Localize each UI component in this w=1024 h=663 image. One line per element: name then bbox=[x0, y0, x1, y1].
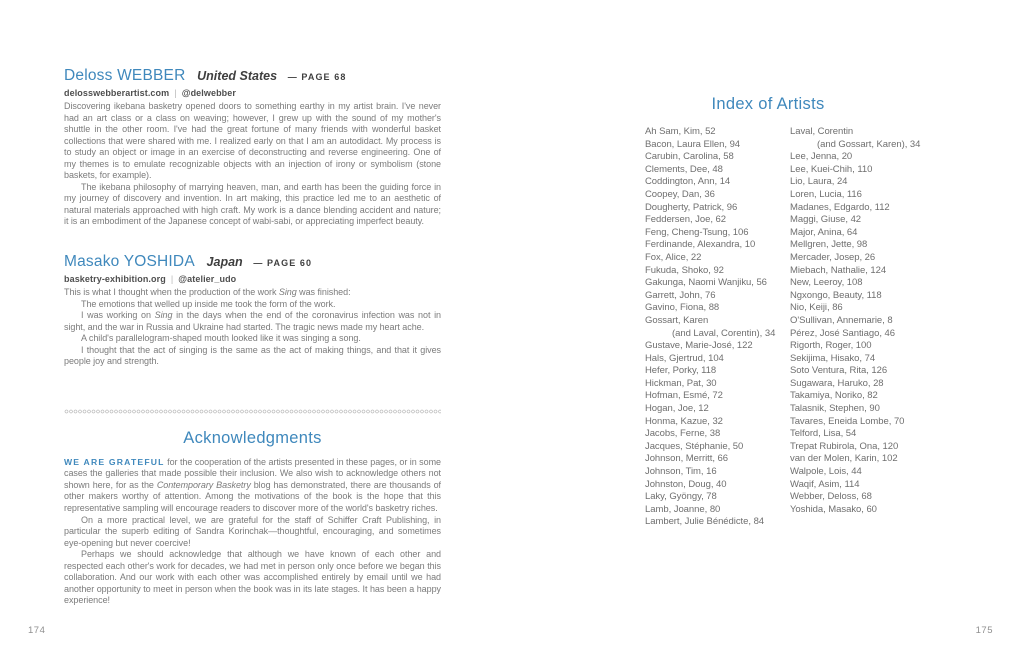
index-entry-name: Feng, Cheng-Tsung bbox=[645, 226, 728, 238]
index-entry bbox=[645, 466, 790, 479]
index-entry-name: Gossart, Karen bbox=[645, 314, 709, 326]
index-entry bbox=[790, 416, 975, 429]
index-entry-page: , 68 bbox=[856, 491, 872, 502]
artist-contact-line bbox=[64, 88, 441, 98]
index-entry-name: Johnston, Doug bbox=[645, 478, 711, 490]
index-entry bbox=[790, 428, 975, 441]
index-entry-page: , 44 bbox=[846, 466, 862, 477]
index-entry bbox=[645, 353, 790, 366]
index-entry-name: Hefer, Porky bbox=[645, 365, 696, 377]
index-entry-page: , 62 bbox=[710, 214, 726, 225]
index-entry-name: (and Gossart, Karen) bbox=[817, 138, 905, 150]
index-entry bbox=[790, 202, 975, 215]
index-entry-page: , 122 bbox=[732, 340, 753, 351]
index-entry bbox=[790, 340, 975, 353]
index-entry-page: , 22 bbox=[686, 252, 702, 263]
index-entry-name: Laky, Gyöngy bbox=[645, 491, 702, 503]
index-entry bbox=[645, 164, 790, 177]
index-entry-page: , 102 bbox=[877, 453, 898, 464]
index-entry bbox=[790, 252, 975, 265]
index-entry bbox=[645, 453, 790, 466]
index-entry bbox=[790, 265, 975, 278]
bio-heading bbox=[64, 64, 441, 86]
bio-paragraph: The emotions that welled up inside me took the form of the work. bbox=[81, 298, 336, 309]
index-entry-page: , 70 bbox=[889, 416, 905, 427]
index-entry bbox=[790, 277, 975, 290]
index-entry-page: , 28 bbox=[868, 378, 884, 389]
index-entry-page: , 98 bbox=[852, 239, 868, 250]
index-entry-name: Garrett, John bbox=[645, 289, 700, 301]
index-entry-page: , 40 bbox=[711, 479, 727, 490]
artist-contact-line bbox=[64, 274, 441, 284]
index-entry bbox=[790, 126, 975, 139]
index-entry-name: Carubin, Carolina bbox=[645, 151, 719, 163]
index-entry bbox=[645, 151, 790, 164]
index-of-artists bbox=[645, 126, 975, 529]
index-entry-page: , 124 bbox=[865, 265, 886, 276]
index-entry-name: New, Leeroy bbox=[790, 277, 842, 289]
artist-name: Masako YOSHIDA bbox=[64, 253, 195, 271]
index-entry-name: Fukuda, Shoko bbox=[645, 264, 709, 276]
index-entry-page: , 90 bbox=[864, 403, 880, 414]
index-entry bbox=[790, 441, 975, 454]
index-entry bbox=[645, 252, 790, 265]
index-entry-name: Lio, Laura bbox=[790, 176, 832, 188]
index-column-1 bbox=[645, 126, 790, 529]
index-entry-page: , 118 bbox=[696, 365, 716, 376]
index-entry bbox=[645, 340, 790, 353]
index-entry bbox=[645, 126, 790, 139]
artist-name: Deloss WEBBER bbox=[64, 67, 186, 84]
index-entry bbox=[790, 164, 975, 177]
index-entry bbox=[645, 176, 790, 189]
bio-text bbox=[64, 287, 441, 368]
acknowledgments-text bbox=[64, 457, 441, 607]
index-entry bbox=[790, 151, 975, 164]
index-entry bbox=[645, 390, 790, 403]
index-entry-page: , 88 bbox=[704, 302, 720, 313]
artist-bio-yoshida bbox=[64, 250, 441, 368]
artist-page-ref: — PAGE 68 bbox=[287, 72, 347, 82]
index-entry-name: Ferdinande, Alexandra bbox=[645, 239, 740, 251]
index-entry-name: Waqif, Asim bbox=[790, 478, 840, 490]
index-entry-page: , 100 bbox=[851, 340, 872, 351]
index-entry bbox=[645, 378, 790, 391]
index-title: Index of Artists bbox=[711, 95, 825, 113]
artist-country: United States bbox=[197, 69, 278, 83]
index-entry-page: , 16 bbox=[701, 466, 717, 477]
acknowledgments-paragraph: WE ARE GRATEFUL for the cooperation of the artists presented in these pages, or in some cases the galleries that made possible their inclusion. We also wish to acknowledge others not shown here, for as the Contemporary Basketry blog has demonstrated, there are thousands of other makers worthy of attention. Among the motivations of the book is the hope that this representative sampling will encourage readers to discover more of the world's basketry riches. bbox=[64, 456, 441, 514]
index-column-2 bbox=[790, 126, 975, 529]
index-entry bbox=[645, 328, 790, 341]
index-entry bbox=[790, 290, 975, 303]
index-entry bbox=[645, 139, 790, 152]
index-entry-name: Hals, Gjertrud bbox=[645, 352, 703, 364]
separator: | bbox=[170, 274, 174, 285]
index-entry bbox=[645, 479, 790, 492]
index-entry bbox=[790, 378, 975, 391]
index-entry bbox=[645, 365, 790, 378]
index-entry-page: , 78 bbox=[701, 491, 717, 502]
index-entry-page: , 120 bbox=[877, 441, 898, 452]
index-entry-name: Loren, Lucia bbox=[790, 188, 842, 200]
index-entry-name: Pérez, José Santiago bbox=[790, 327, 880, 339]
index-entry-page: , 12 bbox=[693, 403, 709, 414]
index-entry-name: Gakunga, Naomi Wanjiku bbox=[645, 277, 752, 289]
index-entry bbox=[790, 328, 975, 341]
index-entry-page: , 34 bbox=[760, 328, 776, 339]
artist-website: delosswebberartist.com bbox=[64, 88, 170, 98]
artist-social-handle: @atelier_udo bbox=[178, 274, 237, 285]
index-entry-page: , 118 bbox=[861, 290, 881, 301]
index-entry-page: , 126 bbox=[866, 365, 887, 376]
index-entry-page: , 48 bbox=[707, 164, 723, 175]
index-entry-page: , 8 bbox=[882, 315, 892, 326]
bio-paragraph: I thought that the act of singing is the same as the act of making things, and that it gives people joy and strength. bbox=[64, 344, 441, 367]
index-entry-name: Laval, Corentin bbox=[790, 126, 854, 137]
index-entry-name: Hofman, Esmé bbox=[645, 390, 708, 402]
left-page bbox=[64, 64, 441, 607]
index-entry-name: Lamb, Joanne bbox=[645, 503, 705, 515]
artist-country: Japan bbox=[206, 255, 243, 270]
index-entry-page: , 42 bbox=[845, 214, 861, 225]
index-entry bbox=[790, 302, 975, 315]
index-entry-page: , 72 bbox=[707, 390, 723, 401]
index-entry-page: , 64 bbox=[842, 227, 858, 238]
index-entry bbox=[645, 227, 790, 240]
index-entry bbox=[645, 315, 790, 328]
index-entry bbox=[790, 315, 975, 328]
index-entry-name: Ah Sam, Kim bbox=[645, 126, 700, 137]
index-entry-page: , 56 bbox=[751, 277, 767, 288]
index-entry-page: , 110 bbox=[852, 164, 872, 175]
section-divider bbox=[64, 409, 441, 414]
index-entry bbox=[790, 403, 975, 416]
index-entry-page: , 76 bbox=[700, 290, 716, 301]
index-entry-name: Fox, Alice bbox=[645, 251, 686, 263]
bio-paragraph: This is what I thought when the production of the work Sing was finished: bbox=[64, 287, 351, 298]
index-entry-name: Hickman, Pat bbox=[645, 377, 701, 389]
index-entry-page: , 60 bbox=[861, 504, 877, 515]
index-entry bbox=[645, 403, 790, 416]
bio-paragraph: I was working on Sing in the days when the end of the coronavirus infection was not in sight, and the war in Russia and Ukraine had started. The tragic news made my heart ache. bbox=[64, 310, 441, 332]
index-entry-name: Telford, Lisa bbox=[790, 428, 841, 440]
index-entry bbox=[645, 516, 790, 529]
index-entry-name: Maggi, Giuse bbox=[790, 214, 846, 226]
index-entry bbox=[645, 277, 790, 290]
index-entry-name: Feddersen, Joe bbox=[645, 214, 711, 226]
index-entry bbox=[645, 428, 790, 441]
index-entry-page: , 58 bbox=[718, 151, 734, 162]
index-entry-page: , 106 bbox=[728, 227, 749, 238]
bio-paragraph: Discovering ikebana basketry opened doors to something earthy in my artist brain. I've never had an art class or a class on weaving; however, I grew up with the sound of my mother's shuttle in the other room. I've had the great fortune of many friends with wonderful basket collections that were shared with me. I realized early on that I am an autodidact. My process is to study an object or image in an exercise of deconstructing and reverse engineering. One of my themes is to emulate recognizable objects with an injection of irony or symbolism (stone baskets, for example). bbox=[64, 101, 441, 181]
index-entry-name: Takamiya, Noriko bbox=[790, 390, 863, 402]
index-entry-page: , 112 bbox=[869, 202, 889, 213]
index-entry-page: , 10 bbox=[740, 239, 756, 250]
index-entry-page: , 74 bbox=[859, 353, 875, 364]
index-entry-name: Sugawara, Haruko bbox=[790, 377, 868, 389]
index-entry-page: , 14 bbox=[715, 176, 731, 187]
index-entry-name: Lee, Jenna bbox=[790, 151, 837, 163]
index-entry-name: Coddington, Ann bbox=[645, 176, 715, 188]
index-entry-page: , 36 bbox=[699, 189, 715, 200]
index-entry-page: , 30 bbox=[701, 378, 717, 389]
index-entry-page: , 116 bbox=[842, 189, 862, 200]
index-entry-name: Johnson, Tim bbox=[645, 466, 701, 478]
index-entry bbox=[790, 239, 975, 252]
index-entry bbox=[645, 416, 790, 429]
separator: | bbox=[174, 88, 177, 98]
index-entry-name: Ngxongo, Beauty bbox=[790, 289, 862, 301]
artist-website: basketry-exhibition.org bbox=[64, 274, 166, 285]
index-entry-page: , 114 bbox=[839, 479, 859, 490]
index-entry-name: Clements, Dee bbox=[645, 163, 708, 175]
index-entry bbox=[790, 176, 975, 189]
index-entry-page: , 82 bbox=[862, 390, 878, 401]
index-entry bbox=[790, 353, 975, 366]
acknowledgments-title: Acknowledgments bbox=[183, 428, 322, 447]
index-entry bbox=[790, 453, 975, 466]
index-entry-name: Tavares, Eneida Lombe bbox=[790, 415, 889, 427]
index-entry-page: , 32 bbox=[707, 416, 723, 427]
index-entry bbox=[645, 239, 790, 252]
index-entry-name: Lambert, Julie Bénédicte bbox=[645, 516, 749, 528]
index-entry bbox=[790, 479, 975, 492]
index-entry-page: , 46 bbox=[879, 328, 895, 339]
index-entry bbox=[790, 189, 975, 202]
index-entry-name: Soto Ventura, Rita bbox=[790, 365, 867, 377]
index-entry-page: , 94 bbox=[724, 139, 740, 150]
index-entry-page: , 108 bbox=[842, 277, 863, 288]
artist-bio-webber bbox=[64, 64, 441, 228]
index-entry-page: , 96 bbox=[722, 202, 738, 213]
index-entry-page: , 26 bbox=[859, 252, 875, 263]
index-entry-page: , 80 bbox=[705, 504, 721, 515]
index-entry bbox=[645, 265, 790, 278]
index-entry-name: O'Sullivan, Annemarie bbox=[790, 314, 883, 326]
index-entry-name: Nio, Keiji bbox=[790, 302, 827, 314]
index-entry-name: Talasnik, Stephen bbox=[790, 403, 865, 415]
index-entry-name: Madanes, Edgardo bbox=[790, 201, 870, 213]
index-entry-name: Honma, Kazue bbox=[645, 415, 708, 427]
index-entry-name: Coopey, Dan bbox=[645, 188, 700, 200]
bio-text bbox=[64, 101, 441, 228]
index-entry-name: van der Molen, Karin bbox=[790, 453, 877, 465]
index-entry bbox=[790, 491, 975, 504]
artist-social-handle: @delwebber bbox=[181, 88, 236, 98]
index-entry-name: Sekijima, Hisako bbox=[790, 352, 860, 364]
index-entry-page: , 38 bbox=[705, 428, 721, 439]
index-entry bbox=[645, 214, 790, 227]
index-entry-page: , 20 bbox=[837, 151, 853, 162]
index-entry-page: , 84 bbox=[748, 516, 764, 527]
index-entry-page: , 104 bbox=[703, 353, 724, 364]
index-entry-page: , 86 bbox=[827, 302, 843, 313]
index-entry-name: Dougherty, Patrick bbox=[645, 201, 722, 213]
index-entry-page: , 24 bbox=[832, 176, 848, 187]
index-entry-name: Miebach, Nathalie bbox=[790, 264, 866, 276]
index-entry-name: Bacon, Laura Ellen bbox=[645, 138, 725, 150]
index-entry-name: Webber, Deloss bbox=[790, 491, 857, 503]
index-entry-page: , 66 bbox=[712, 453, 728, 464]
index-entry bbox=[790, 227, 975, 240]
index-entry-name: Jacques, Stéphanie bbox=[645, 440, 728, 452]
index-entry bbox=[645, 290, 790, 303]
index-entry-name: Mercader, Josep bbox=[790, 251, 860, 263]
index-entry-name: Mellgren, Jette bbox=[790, 239, 852, 251]
index-entry-name: Johnson, Merritt bbox=[645, 453, 713, 465]
acknowledgments-paragraph: Perhaps we should acknowledge that although we have known of each other and respected each other's work for decades, we had met in person only once before we began this collaboration. And our work with each other was accomplished entirely by email until we had another opportunity to meet in person when the book was in its late stages. It has been a happy experience! bbox=[64, 549, 441, 606]
bio-paragraph: A child's parallelogram-shaped mouth looked like it was singing a song. bbox=[81, 333, 361, 344]
index-entry-name: Yoshida, Masako bbox=[790, 503, 862, 515]
index-entry bbox=[790, 139, 975, 152]
page-number-left: 174 bbox=[28, 625, 46, 636]
index-entry bbox=[645, 441, 790, 454]
index-entry bbox=[645, 189, 790, 202]
index-entry bbox=[790, 504, 975, 517]
index-entry-name: Gavino, Fiona bbox=[645, 302, 704, 314]
index-entry-name: (and Laval, Corentin) bbox=[672, 327, 760, 339]
acknowledgments-section bbox=[64, 429, 441, 607]
index-entry-page: , 92 bbox=[708, 265, 724, 276]
index-entry-name: Major, Anina bbox=[790, 226, 842, 238]
index-entry-page: , 50 bbox=[728, 441, 744, 452]
index-entry bbox=[645, 491, 790, 504]
index-entry bbox=[790, 365, 975, 378]
acknowledgments-paragraph: On a more practical level, we are grateful for the staff of Schiffer Craft Publishing, in particular the superb editing of Sandra Korinchak—thoughtful, encouraging, and sometimes eye-opening but never coercive! bbox=[64, 514, 441, 548]
index-entry-name: Rigorth, Roger bbox=[790, 340, 851, 352]
bio-paragraph: The ikebana philosophy of marrying heaven, man, and earth has been the guiding force in my journey of discovery and invention. In art making, this practice led me to an aesthetic of natural materials approached with high craft. My work is a dance blending accident and nature; it is an embodiment of the Japanese concept of wabi-sabi, or appreciating imperfect beauty. bbox=[64, 181, 441, 227]
index-entry bbox=[645, 302, 790, 315]
index-entry bbox=[790, 390, 975, 403]
index-entry-name: Jacobs, Ferne bbox=[645, 428, 705, 440]
index-entry-name: Hogan, Joe bbox=[645, 403, 694, 415]
index-entry bbox=[790, 214, 975, 227]
page-number-right: 175 bbox=[975, 625, 993, 636]
index-entry-name: Lee, Kuei-Chih bbox=[790, 163, 853, 175]
bio-heading bbox=[64, 250, 441, 272]
index-entry bbox=[645, 202, 790, 215]
index-entry bbox=[790, 466, 975, 479]
index-entry bbox=[645, 504, 790, 517]
index-entry-name: Trepat Rubirola, Ona bbox=[790, 440, 878, 452]
index-entry-name: Gustave, Marie-José bbox=[645, 340, 732, 352]
index-entry-name: Walpole, Lois bbox=[790, 466, 847, 478]
index-entry-page: , 52 bbox=[700, 126, 716, 137]
index-entry-page: , 34 bbox=[905, 139, 921, 150]
artist-page-ref: — PAGE 60 bbox=[253, 258, 313, 269]
index-entry-page: , 54 bbox=[841, 428, 857, 439]
